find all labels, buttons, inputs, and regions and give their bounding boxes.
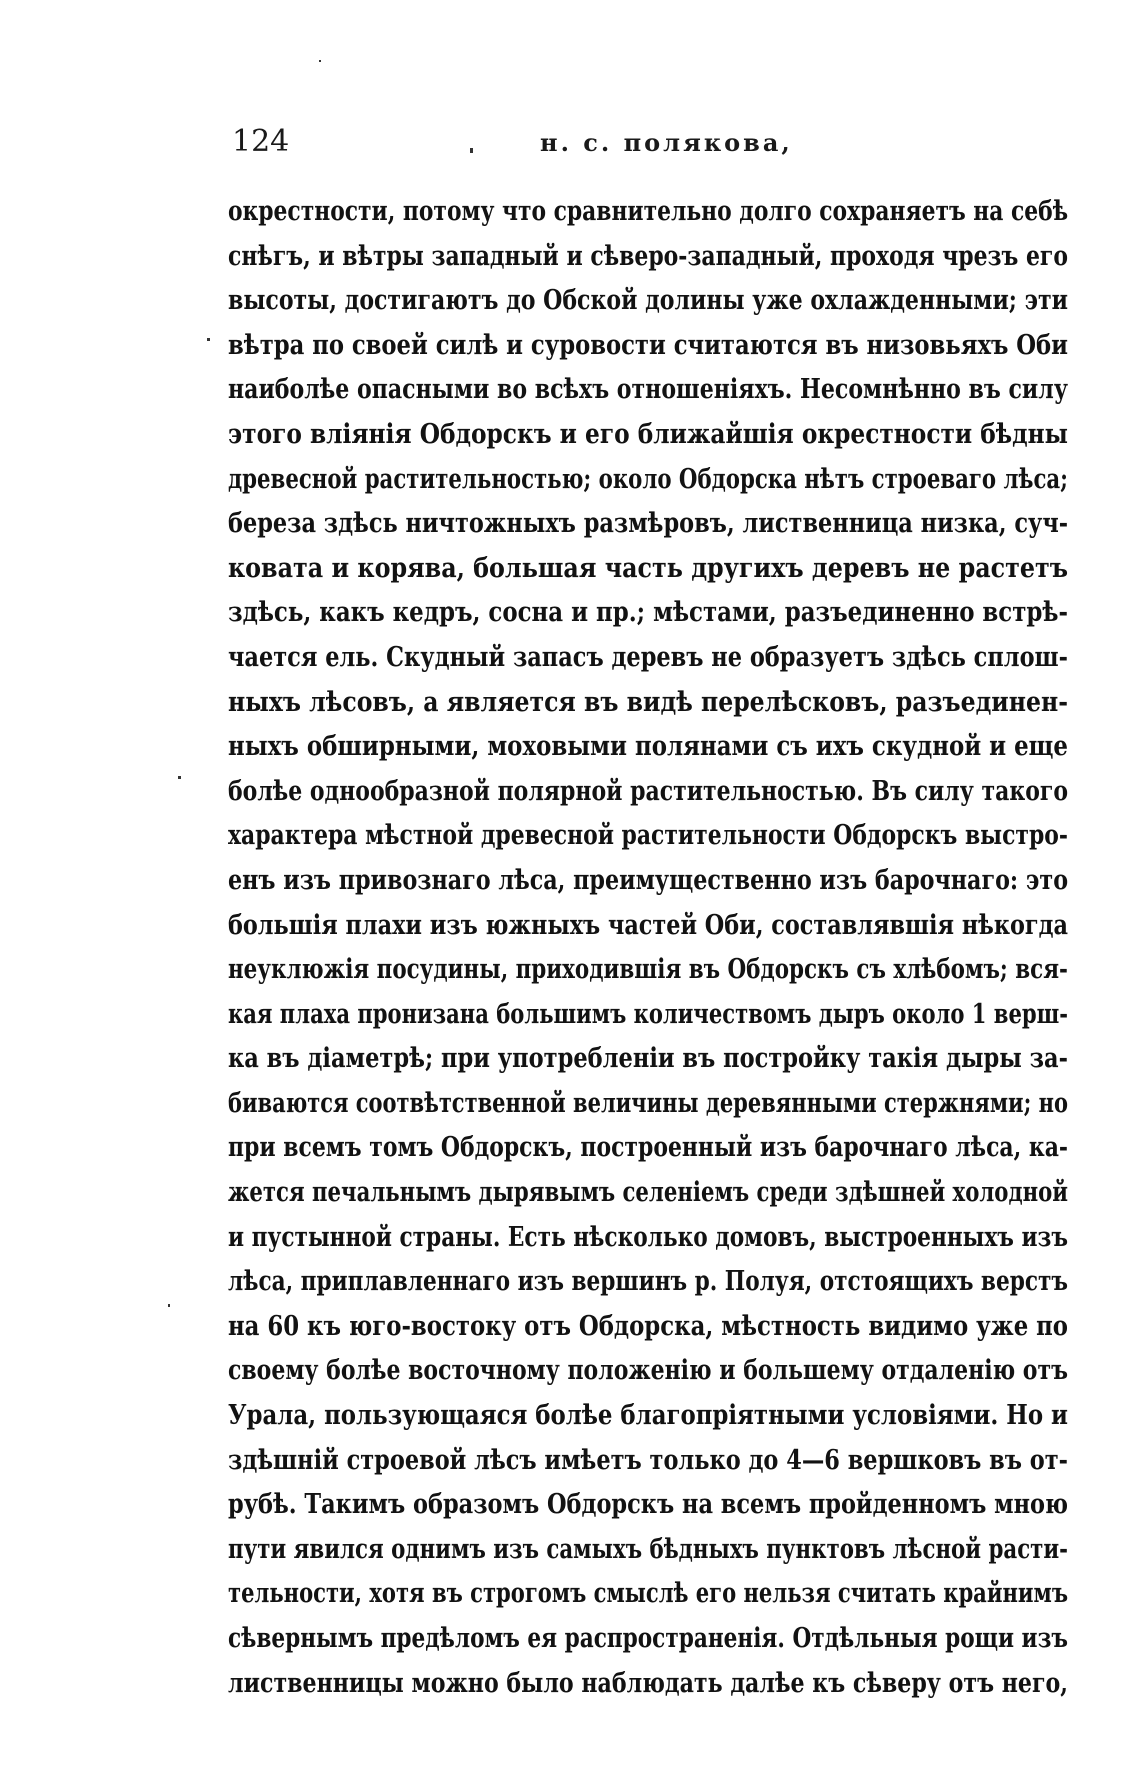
text-line: и пустынной страны. Есть нѣсколько домовъ, выстроенныхъ изъ: [228, 1221, 1068, 1253]
text-line: характера мѣстной древесной растительности Обдорскъ выстро-: [228, 820, 1068, 852]
body-text: [228, 190, 1068, 1706]
text-line: снѣгъ, и вѣтры западный и сѣверо-западный, проходя чрезъ его: [228, 240, 1069, 272]
text-line: рубѣ. Такимъ образомъ Обдорскъ на всемъ пройденномъ мною: [228, 1489, 1069, 1521]
text-line: Урала, пользующаяся болѣе благопріятными условіями. Но и: [228, 1400, 1068, 1432]
text-line: береза здѣсь ничтожныхъ размѣровъ, лиственница низка, суч-: [228, 508, 1069, 540]
text-line: жется печальнымъ дырявымъ селеніемъ среди здѣшней холодной: [228, 1177, 1069, 1209]
text-line: на 60 къ юго-востоку отъ Обдорска, мѣстность видимо уже по: [228, 1310, 1069, 1342]
text-line: енъ изъ привознаго лѣса, преимущественно изъ барочнаго: это: [228, 864, 1069, 896]
text-line: лѣса, приплавленнаго изъ вершинъ р. Полуя, отстоящихъ верстъ: [228, 1266, 1068, 1298]
ink-speck: [319, 60, 321, 62]
text-line: кая плаха пронизана большимъ количествомъ дыръ около 1 верш-: [228, 998, 1069, 1030]
text-line: ка въ діаметрѣ; при употребленіи въ постройку такія дыры за-: [228, 1043, 1068, 1075]
text-line: болѣе однообразной полярной растительностью. Въ силу такого: [228, 775, 1068, 807]
page-number: 124: [232, 124, 290, 159]
text-line: этого вліянія Обдорскъ и его ближайшія окрестности бѣдны: [228, 418, 1068, 450]
text-line: неуклюжія посудины, приходившія въ Обдорскъ съ хлѣбомъ; вся-: [228, 954, 1068, 986]
text-line: вѣтра по своей силѣ и суровости считаются въ низовьяхъ Оби: [228, 329, 1068, 361]
text-line: пути явился однимъ изъ самыхъ бѣдныхъ пунктовъ лѣсной расти-: [228, 1533, 1069, 1565]
text-line: ковата и корява, большая часть другихъ деревъ не растетъ: [228, 552, 1069, 584]
running-head: н. с. полякова,: [540, 128, 793, 157]
text-line: древесной растительностью; около Обдорска нѣтъ строеваго лѣса;: [228, 463, 1069, 495]
text-line: окрестности, потому что сравнительно долго сохраняетъ на себѣ: [228, 196, 1069, 227]
text-line: большія плахи изъ южныхъ частей Оби, составлявшія нѣкогда: [228, 909, 1068, 941]
text-line: тельности, хотя въ строгомъ смыслѣ его нельзя считать крайнимъ: [228, 1578, 1069, 1610]
text-line: ныхъ обширными, моховыми полянами съ ихъ скудной и еще: [228, 731, 1068, 763]
text-line: лиственницы можно было наблюдать далѣе къ сѣверу отъ него,: [228, 1667, 1068, 1699]
text-line: ныхъ лѣсовъ, а является въ видѣ перелѣсковъ, разъединен-: [228, 686, 1069, 718]
ink-speck: [178, 776, 181, 779]
text-line: здѣсь, какъ кедръ, сосна и пр.; мѣстами, разъединенно встрѣ-: [228, 597, 1068, 629]
text-line: биваются соотвѣтственной величины деревянными стержнями; но: [228, 1087, 1068, 1119]
text-line: наиболѣе опасными во всѣхъ отношеніяхъ. Несомнѣнно въ силу: [228, 374, 1068, 406]
text-line: при всемъ томъ Обдорскъ, построенный изъ барочнаго лѣса, ка-: [228, 1132, 1069, 1164]
ink-speck: [207, 338, 210, 341]
text-line: чается ель. Скудный запасъ деревъ не образуетъ здѣсь сплош-: [228, 641, 1068, 673]
ink-speck: [470, 148, 473, 153]
text-line: высоты, достигаютъ до Обской долины уже охлажденными; эти: [228, 285, 1069, 317]
text-line: своему болѣе восточному положенію и большему отдаленію отъ: [228, 1355, 1068, 1387]
text-line: сѣвернымъ предѣломъ ея распространенія. Отдѣльныя рощи изъ: [228, 1623, 1068, 1654]
ink-speck: [168, 1304, 170, 1307]
text-line: здѣшній строевой лѣсъ имѣетъ только до 4—6 вершковъ въ от-: [228, 1444, 1068, 1476]
